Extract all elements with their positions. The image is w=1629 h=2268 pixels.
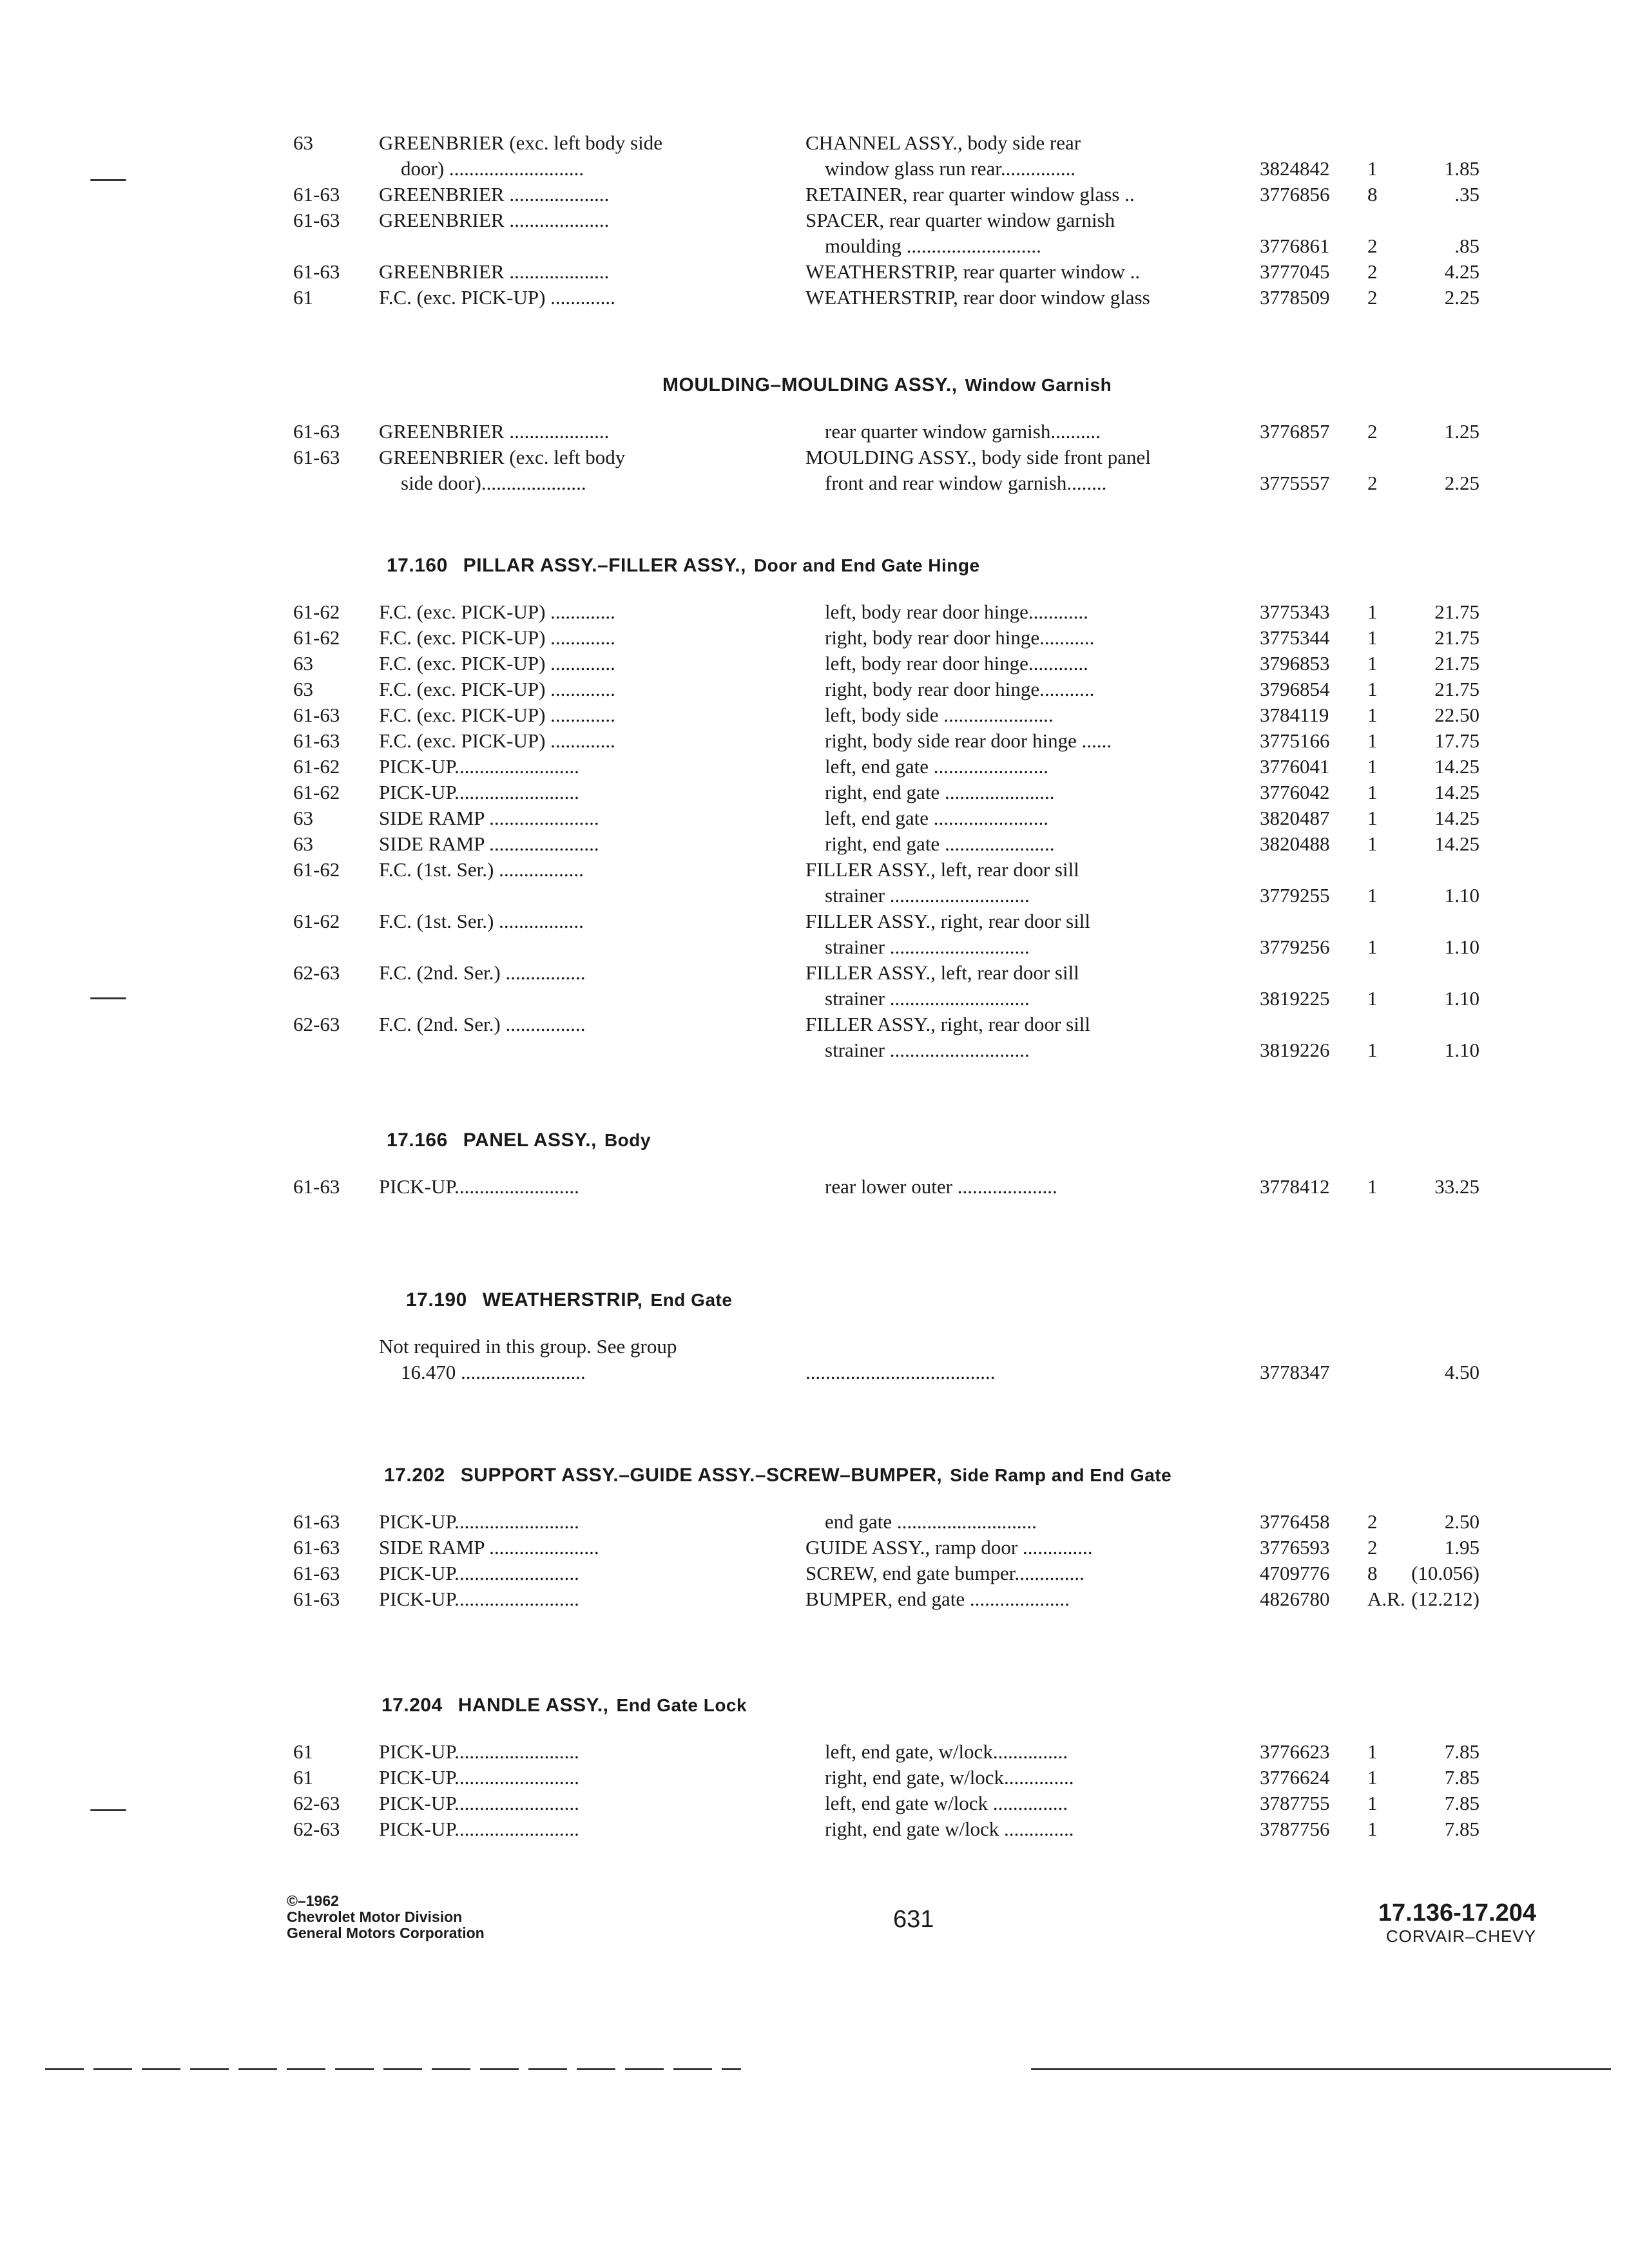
table-row [0, 599, 1629, 628]
quantity-cell: 1 [1367, 1792, 1378, 1814]
description-cell: right, body rear door hinge........... [825, 678, 1095, 700]
price-cell: 1.85 [1444, 157, 1480, 180]
description-cell: FILLER ASSY., right, rear door sill [805, 1013, 1091, 1035]
price-cell: 4.25 [1444, 260, 1480, 283]
description-cell: left, body side ...................... [825, 704, 1054, 726]
table-row [0, 651, 1629, 679]
year-cell: 61-62 [293, 626, 340, 649]
section-number: 17.204 [381, 1695, 443, 1716]
price-cell: .35 [1454, 183, 1480, 206]
quantity-cell: 1 [1367, 1818, 1378, 1840]
part-number-cell: 3778509 [1260, 286, 1330, 309]
section-heading [406, 1287, 732, 1313]
model-cell: SIDE RAMP ...................... [379, 1536, 599, 1559]
copyright-line: ©–1962 [287, 1892, 339, 1909]
quantity-cell: 1 [1367, 884, 1378, 907]
year-cell: 63 [293, 652, 313, 675]
price-cell: (12.212) [1411, 1588, 1480, 1610]
year-cell: 62-63 [293, 1013, 340, 1035]
price-cell: 14.25 [1434, 781, 1480, 803]
quantity-cell: 2 [1367, 1536, 1378, 1559]
section-heading [387, 553, 980, 579]
year-cell: 61-63 [293, 1562, 340, 1584]
year-cell: 61 [293, 286, 313, 309]
description-cell: left, end gate, w/lock............... [825, 1740, 1068, 1763]
year-cell: 61-63 [293, 183, 340, 206]
model-cell: SIDE RAMP ...................... [379, 807, 599, 829]
table-row [0, 1535, 1629, 1563]
description-cell: ...................................... [805, 1361, 996, 1383]
year-cell: 63 [293, 131, 313, 154]
quantity-cell: 2 [1367, 1510, 1378, 1533]
section-subtitle: Body [604, 1130, 651, 1150]
table-row [0, 1586, 1629, 1615]
price-cell: 2.50 [1444, 1510, 1480, 1533]
description-cell: moulding ........................... [825, 235, 1041, 257]
part-number-cell: 3796853 [1260, 652, 1330, 675]
part-number-cell: 3819225 [1260, 987, 1330, 1010]
year-cell: 62-63 [293, 1818, 340, 1840]
description-cell: strainer ............................ [825, 987, 1030, 1010]
model-cell: F.C. (exc. PICK-UP) ............. [379, 652, 615, 675]
model-cell: PICK-UP......................... [379, 1510, 579, 1533]
table-row [0, 1037, 1629, 1066]
description-cell: strainer ............................ [825, 884, 1030, 907]
part-number-cell: 4709776 [1260, 1562, 1330, 1584]
description-cell: SPACER, rear quarter window garnish [805, 209, 1115, 231]
table-row [0, 1816, 1629, 1845]
quantity-cell: 1 [1367, 987, 1378, 1010]
section-heading [662, 372, 1112, 398]
part-number-cell: 3796854 [1260, 678, 1330, 700]
price-cell: 21.75 [1434, 678, 1480, 700]
page-number: 631 [893, 1906, 934, 1933]
description-cell: strainer ............................ [825, 1039, 1030, 1061]
year-cell: 61-62 [293, 755, 340, 778]
year-cell: 61-63 [293, 420, 340, 443]
quantity-cell: 8 [1367, 1562, 1378, 1584]
price-cell: 1.10 [1444, 1039, 1480, 1061]
quantity-cell: 1 [1367, 626, 1378, 649]
part-number-cell: 3777045 [1260, 260, 1330, 283]
year-cell: 61-63 [293, 209, 340, 231]
description-cell: GUIDE ASSY., ramp door .............. [805, 1536, 1093, 1559]
model-cell: F.C. (exc. PICK-UP) ............. [379, 286, 615, 309]
part-number-cell: 3776041 [1260, 755, 1330, 778]
table-row [0, 445, 1629, 473]
section-title: MOULDING–MOULDING ASSY., [662, 374, 958, 396]
description-cell: right, end gate ...................... [825, 781, 1055, 803]
year-cell: 61-63 [293, 1510, 340, 1533]
description-cell: right, body side rear door hinge ...... [825, 729, 1112, 752]
description-cell: left, end gate ....................... [825, 807, 1048, 829]
year-cell: 62-63 [293, 961, 340, 984]
section-subtitle: End Gate [650, 1290, 733, 1310]
table-row [0, 883, 1629, 911]
section-number: 17.190 [406, 1289, 467, 1311]
description-cell: left, body rear door hinge............ [825, 601, 1088, 623]
section-title: WEATHERSTRIP, [482, 1289, 643, 1311]
quantity-cell: 1 [1367, 729, 1378, 752]
model-cell: GREENBRIER .................... [379, 209, 610, 231]
quantity-cell: 2 [1367, 260, 1378, 283]
table-row [0, 233, 1629, 262]
description-cell: WEATHERSTRIP, rear door window glass [805, 286, 1150, 309]
table-row [0, 470, 1629, 499]
section-title: PANEL ASSY., [463, 1129, 597, 1151]
model-cell: PICK-UP......................... [379, 755, 579, 778]
section-number: 17.166 [387, 1129, 448, 1151]
part-number-cell: 3787755 [1260, 1792, 1330, 1814]
model-cell: F.C. (exc. PICK-UP) ............. [379, 678, 615, 700]
part-number-cell: 3819226 [1260, 1039, 1330, 1061]
model-cell: PICK-UP......................... [379, 1175, 579, 1198]
description-cell: right, end gate, w/lock.............. [825, 1766, 1074, 1789]
price-cell: 21.75 [1434, 626, 1480, 649]
model-cell: door) ........................... [401, 157, 584, 180]
year-cell: 63 [293, 807, 313, 829]
price-cell: 7.85 [1444, 1792, 1480, 1814]
table-row [0, 156, 1629, 184]
description-cell: front and rear window garnish........ [825, 472, 1107, 494]
part-number-cell: 3787756 [1260, 1818, 1330, 1840]
year-cell: 61-62 [293, 910, 340, 932]
price-cell: 7.85 [1444, 1740, 1480, 1763]
price-cell: 1.25 [1444, 420, 1480, 443]
table-row [0, 677, 1629, 705]
part-number-cell: 4826780 [1260, 1588, 1330, 1610]
part-number-cell: 3775557 [1260, 472, 1330, 494]
quantity-cell: 1 [1367, 781, 1378, 803]
model-cell: GREENBRIER .................... [379, 420, 610, 443]
model-cell: Not required in this group. See group [379, 1335, 677, 1358]
description-cell: left, end gate ....................... [825, 755, 1048, 778]
description-cell: rear lower outer .................... [825, 1175, 1057, 1198]
price-cell: 22.50 [1434, 704, 1480, 726]
table-row [0, 805, 1629, 834]
table-row [0, 1360, 1629, 1388]
description-cell: window glass run rear............... [825, 157, 1076, 180]
description-cell: strainer ............................ [825, 936, 1030, 958]
table-row [0, 419, 1629, 447]
part-number-cell: 3779255 [1260, 884, 1330, 907]
price-cell: 14.25 [1434, 755, 1480, 778]
table-row [0, 728, 1629, 756]
table-row [0, 908, 1629, 937]
quantity-cell: 1 [1367, 704, 1378, 726]
price-cell: 1.10 [1444, 884, 1480, 907]
year-cell: 61-63 [293, 1536, 340, 1559]
part-number-cell: 3784119 [1260, 704, 1329, 726]
model-cell: F.C. (1st. Ser.) ................. [379, 858, 584, 881]
year-cell: 61-63 [293, 1175, 340, 1198]
price-cell: 17.75 [1434, 729, 1480, 752]
price-cell: 4.50 [1444, 1361, 1480, 1383]
table-row [0, 207, 1629, 236]
part-number-cell: 3820487 [1260, 807, 1330, 829]
model-cell: F.C. (exc. PICK-UP) ............. [379, 704, 615, 726]
table-row [0, 754, 1629, 782]
table-row [0, 1012, 1629, 1040]
part-number-cell: 3776042 [1260, 781, 1330, 803]
part-number-cell: 3776856 [1260, 183, 1330, 206]
quantity-cell: 1 [1367, 832, 1378, 855]
section-title: PILLAR ASSY.–FILLER ASSY., [463, 555, 746, 576]
year-cell: 63 [293, 678, 313, 700]
year-cell: 61-63 [293, 729, 340, 752]
corporation-line: General Motors Corporation [287, 1925, 485, 1941]
price-cell: 2.25 [1444, 472, 1480, 494]
quantity-cell: 2 [1367, 286, 1378, 309]
model-cell: F.C. (exc. PICK-UP) ............. [379, 601, 615, 623]
price-cell: .85 [1454, 235, 1480, 257]
quantity-cell: 1 [1367, 755, 1378, 778]
table-row [0, 182, 1629, 210]
table-row [0, 702, 1629, 731]
year-cell: 61 [293, 1766, 313, 1789]
model-cell: PICK-UP......................... [379, 1818, 579, 1840]
table-row [0, 1561, 1629, 1589]
description-cell: FILLER ASSY., left, rear door sill [805, 858, 1079, 881]
table-row [0, 625, 1629, 653]
price-cell: 7.85 [1444, 1818, 1480, 1840]
quantity-cell: 1 [1367, 1175, 1378, 1198]
quantity-cell: 1 [1367, 601, 1378, 623]
section-title: HANDLE ASSY., [458, 1695, 609, 1716]
section-title: SUPPORT ASSY.–GUIDE ASSY.–SCREW–BUMPER, [460, 1465, 943, 1486]
price-cell: 14.25 [1434, 832, 1480, 855]
year-cell: 62-63 [293, 1792, 340, 1814]
quantity-cell: 1 [1367, 1766, 1378, 1789]
description-cell: FILLER ASSY., right, rear door sill [805, 910, 1091, 932]
table-row [0, 259, 1629, 287]
quantity-cell: 2 [1367, 235, 1378, 257]
model-cell: SIDE RAMP ...................... [379, 832, 599, 855]
quantity-cell: 1 [1367, 678, 1378, 700]
bottom-rule [45, 2068, 741, 2070]
model-cell: F.C. (exc. PICK-UP) ............. [379, 626, 615, 649]
description-cell: SCREW, end gate bumper.............. [805, 1562, 1084, 1584]
model-cell: side door)..................... [401, 472, 586, 494]
description-cell: right, body rear door hinge........... [825, 626, 1095, 649]
description-cell: BUMPER, end gate .................... [805, 1588, 1070, 1610]
table-row [0, 986, 1629, 1014]
model-cell: F.C. (exc. PICK-UP) ............. [379, 729, 615, 752]
description-cell: right, end gate ...................... [825, 832, 1055, 855]
quantity-cell: 1 [1367, 157, 1378, 180]
quantity-cell: 2 [1367, 420, 1378, 443]
description-cell: end gate ............................ [825, 1510, 1037, 1533]
table-row [0, 130, 1629, 159]
section-heading [387, 1128, 651, 1153]
table-row [0, 960, 1629, 988]
price-cell: 14.25 [1434, 807, 1480, 829]
footer-section [1378, 1899, 1536, 1946]
quantity-cell: 2 [1367, 472, 1378, 494]
part-number-cell: 3775344 [1260, 626, 1330, 649]
model-cell: 16.470 ......................... [401, 1361, 586, 1383]
table-row [0, 1334, 1629, 1362]
model-cell: F.C. (1st. Ser.) ................. [379, 910, 584, 932]
section-subtitle: Side Ramp and End Gate [950, 1465, 1172, 1485]
price-cell: (10.056) [1411, 1562, 1480, 1584]
description-cell: MOULDING ASSY., body side front panel [805, 446, 1151, 468]
section-subtitle: End Gate Lock [616, 1695, 747, 1715]
model-cell: PICK-UP......................... [379, 1766, 579, 1789]
model-cell: GREENBRIER .................... [379, 183, 610, 206]
footer-publisher [287, 1893, 485, 1941]
section-subtitle: Door and End Gate Hinge [753, 555, 980, 575]
description-cell: RETAINER, rear quarter window glass .. [805, 183, 1135, 206]
part-number-cell: 3776593 [1260, 1536, 1330, 1559]
section-subtitle: Window Garnish [965, 375, 1112, 395]
table-row [0, 831, 1629, 860]
year-cell: 61-63 [293, 1588, 340, 1610]
price-cell: 21.75 [1434, 652, 1480, 675]
description-cell: FILLER ASSY., left, rear door sill [805, 961, 1079, 984]
year-cell: 61 [293, 1740, 313, 1763]
model-cell: PICK-UP......................... [379, 781, 579, 803]
part-number-cell: 3820488 [1260, 832, 1330, 855]
table-row [0, 1174, 1629, 1202]
price-cell: 2.25 [1444, 286, 1480, 309]
part-number-cell: 3776624 [1260, 1766, 1330, 1789]
part-number-cell: 3776861 [1260, 235, 1330, 257]
description-cell: left, body rear door hinge............ [825, 652, 1088, 675]
model-cell: GREENBRIER .................... [379, 260, 610, 283]
part-number-cell: 3778412 [1260, 1175, 1330, 1198]
division-line: Chevrolet Motor Division [287, 1908, 463, 1925]
table-row [0, 1765, 1629, 1793]
price-cell: 33.25 [1434, 1175, 1480, 1198]
year-cell: 63 [293, 832, 313, 855]
part-number-cell: 3824842 [1260, 157, 1330, 180]
part-number-cell: 3776857 [1260, 420, 1330, 443]
quantity-cell: 1 [1367, 652, 1378, 675]
description-cell: right, end gate w/lock .............. [825, 1818, 1074, 1840]
model-cell: GREENBRIER (exc. left body [379, 446, 626, 468]
quantity-cell: A.R. [1367, 1588, 1405, 1610]
section-number: 17.160 [387, 555, 448, 576]
section-heading [381, 1693, 747, 1718]
model-cell: PICK-UP......................... [379, 1562, 579, 1584]
table-row [0, 1509, 1629, 1537]
model-cell: PICK-UP......................... [379, 1740, 579, 1763]
quantity-cell: 1 [1367, 1740, 1378, 1763]
part-number-cell: 3778347 [1260, 1361, 1330, 1383]
part-number-cell: 3776458 [1260, 1510, 1330, 1533]
quantity-cell: 1 [1367, 1039, 1378, 1061]
model-cell: PICK-UP......................... [379, 1792, 579, 1814]
description-cell: WEATHERSTRIP, rear quarter window .. [805, 260, 1141, 283]
table-row [0, 285, 1629, 313]
table-row [0, 934, 1629, 963]
description-cell: CHANNEL ASSY., body side rear [805, 131, 1081, 154]
table-row [0, 1739, 1629, 1767]
description-cell: left, end gate w/lock ............... [825, 1792, 1068, 1814]
part-number-cell: 3776623 [1260, 1740, 1330, 1763]
section-range: 17.136-17.204 [1378, 1899, 1536, 1927]
model-cell: F.C. (2nd. Ser.) ................ [379, 1013, 586, 1035]
year-cell: 61-62 [293, 858, 340, 881]
table-row [0, 1791, 1629, 1819]
table-row [0, 857, 1629, 885]
part-number-cell: 3775166 [1260, 729, 1330, 752]
table-row [0, 780, 1629, 808]
quantity-cell: 1 [1367, 807, 1378, 829]
brand-line: CORVAIR–CHEVY [1385, 1927, 1536, 1946]
price-cell: 1.10 [1444, 987, 1480, 1010]
price-cell: 1.10 [1444, 936, 1480, 958]
section-heading [384, 1463, 1171, 1488]
year-cell: 61-62 [293, 601, 340, 623]
model-cell: GREENBRIER (exc. left body side [379, 131, 662, 154]
bottom-rule [1031, 2068, 1611, 2070]
price-cell: 7.85 [1444, 1766, 1480, 1789]
year-cell: 61-63 [293, 446, 340, 468]
part-number-cell: 3779256 [1260, 936, 1330, 958]
model-cell: PICK-UP......................... [379, 1588, 579, 1610]
year-cell: 61-62 [293, 781, 340, 803]
quantity-cell: 8 [1367, 183, 1378, 206]
price-cell: 21.75 [1434, 601, 1480, 623]
part-number-cell: 3775343 [1260, 601, 1330, 623]
description-cell: rear quarter window garnish.......... [825, 420, 1101, 443]
quantity-cell: 1 [1367, 936, 1378, 958]
model-cell: F.C. (2nd. Ser.) ................ [379, 961, 586, 984]
year-cell: 61-63 [293, 704, 340, 726]
section-number: 17.202 [384, 1465, 445, 1486]
price-cell: 1.95 [1444, 1536, 1480, 1559]
year-cell: 61-63 [293, 260, 340, 283]
